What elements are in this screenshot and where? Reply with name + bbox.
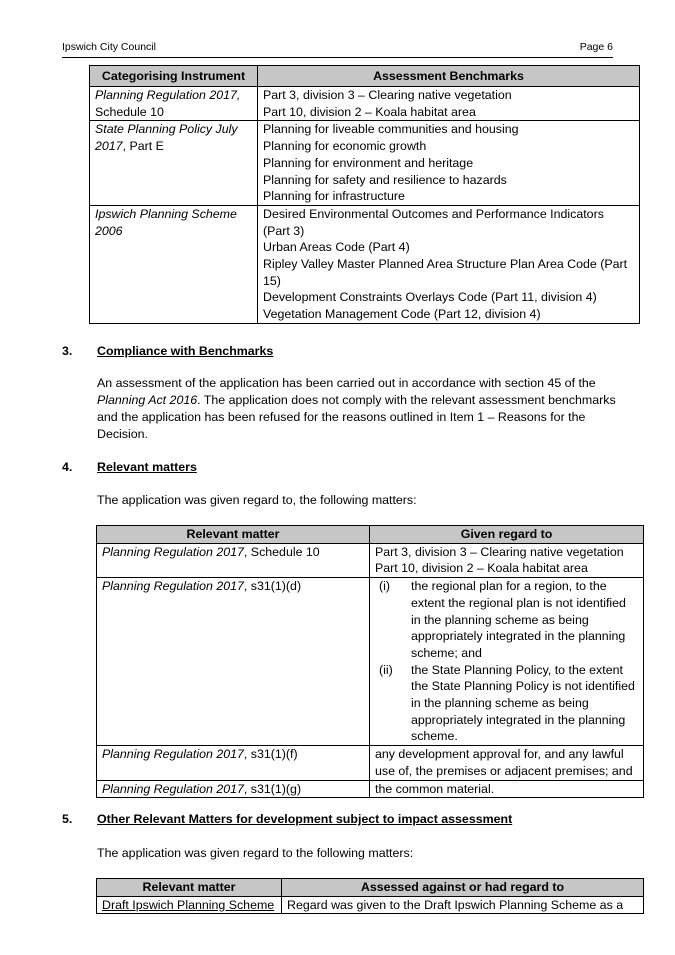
regard-text: any development approval for, and any lawful [375,747,624,762]
matter-text: Draft Ipswich Planning Scheme [102,897,275,912]
benchmark-text: Planning for liveable communities and housing [263,122,519,137]
instrument-cell [90,87,258,121]
benchmark-text: Part 3, division 3 – Clearing native vegetation [263,88,512,102]
list-item-label: (i) [379,579,391,594]
benchmark-text: (Part 3) [263,223,305,238]
regard-cell [370,746,644,780]
regard-text: Part 3, division 3 – Clearing native vegetation [375,544,624,559]
section-title: Other Relevant Matters for development subject to impact assessment [97,812,513,826]
instrument-text: State Planning Policy July [95,122,238,137]
matter-text: Planning Regulation 2017 [102,747,244,762]
matter-text: , Schedule 10 [243,544,320,559]
benchmark-text: Planning for infrastructure [263,189,405,204]
column-header: Assessed against or had regard to [282,879,644,897]
instrument-cell [90,205,258,323]
list-item-text: in the planning scheme as being [411,696,589,711]
benchmark-text: Planning for environment and heritage [263,155,474,170]
table-header-row [97,526,644,544]
section-paragraph [97,375,627,443]
benchmark-text: Ripley Valley Master Planned Area Structure Plan Area Code (Part [263,257,628,272]
list-item-text: extent the regional plan is not identified [411,595,626,610]
table-row [90,87,640,121]
matter-cell [97,543,370,577]
regard-text: the common material. [375,781,495,796]
paragraph-line: An assessment of the application has been carried out in accordance with section 45 of the [97,376,596,390]
benchmark-text: Planning for economic growth [263,139,427,154]
list-item [375,578,638,662]
matter-cell [97,746,370,780]
benchmark-text: Planning for safety and resilience to hazards [263,172,507,187]
header-org: Ipswich City Council [62,41,156,53]
matter-text: , s31(1)(f) [243,747,298,762]
benchmark-text: Urban Areas Code (Part 4) [263,240,410,255]
matter-text: Planning Regulation 2017 [102,579,244,594]
table-row [97,578,644,746]
regard-text: Regard was given to the Draft Ipswich Planning Scheme as a [287,897,624,912]
instrument-text: 2006 [95,223,123,238]
paragraph-italic: Planning Act 2016 [97,393,198,407]
list-item [375,662,638,746]
instrument-text: 2017 [95,139,123,154]
table-row [90,121,640,206]
section-title: Compliance with Benchmarks [97,344,274,358]
benchmark-text: Development Constraints Overlays Code (Part 11, division 4) [263,290,597,305]
instrument-text: Schedule 10 [95,104,164,119]
section-number: 3. [62,344,73,358]
list-item-text: appropriately integrated in the planning [411,712,626,727]
list-item-text: scheme. [411,729,458,744]
column-header: Assessment Benchmarks [258,66,640,87]
regard-cell [370,543,644,577]
benchmarks-table [89,65,640,324]
matter-cell [97,896,282,914]
relevant-matters-table [96,525,644,798]
list-item-label: (ii) [379,662,393,677]
instrument-cell [90,121,258,206]
table-row [97,543,644,577]
paragraph-line: and the application has been refused for the reasons outlined in Item 1 – Reasons for the [97,410,586,424]
paragraph-line: . The application does not comply with the relevant assessment benchmarks [197,393,616,407]
matter-cell [97,780,370,798]
list-item-text: appropriately integrated in the planning [411,629,626,644]
benchmarks-cell [258,205,640,323]
benchmarks-cell [258,121,640,206]
list-item-text: scheme; and [411,645,482,660]
list-item-text: the State Planning Policy, to the extent [411,662,623,677]
benchmark-text: Part 10, division 2 – Koala habitat area [263,104,476,119]
section-number: 5. [62,812,73,826]
matter-text: , s31(1)(g) [243,781,302,796]
matter-cell [97,578,370,746]
matter-text: Planning Regulation 2017 [102,544,244,559]
column-header: Categorising Instrument [90,66,258,87]
table-row [90,205,640,323]
column-header: Given regard to [370,526,644,544]
page-header [62,41,613,58]
regard-cell [282,896,644,914]
section-intro: The application was given regard to the following matters: [97,846,414,860]
matter-text: , s31(1)(d) [243,579,302,594]
instrument-text: Planning Regulation 2017, [95,88,241,102]
regard-cell [370,780,644,798]
table-header-row [97,879,644,897]
section-intro: The application was given regard to, the following matters: [97,493,417,507]
list-item-text: the State Planning Policy is not identified [411,679,635,694]
table-row [97,746,644,780]
column-header: Relevant matter [97,526,370,544]
table-row [97,780,644,798]
benchmark-text: Vegetation Management Code (Part 12, division 4) [263,307,541,322]
section-number: 4. [62,460,73,474]
section-title: Relevant matters [97,460,197,474]
matter-text: Planning Regulation 2017 [102,781,244,796]
regard-cell [370,578,644,746]
benchmark-text: Desired Environmental Outcomes and Performance Indicators [263,206,604,221]
paragraph-line: Decision. [97,427,148,441]
instrument-text: , Part E [122,139,164,154]
list-item-text: the regional plan for a region, to the [411,579,607,594]
column-header: Relevant matter [97,879,282,897]
table-header-row [90,66,640,87]
other-matters-table [96,878,644,914]
regard-text: use of, the premises or adjacent premises; and [375,763,633,778]
header-page-number: Page 6 [579,41,613,53]
list-item-text: in the planning scheme as being [411,612,589,627]
benchmark-text: 15) [263,273,281,288]
instrument-text: Ipswich Planning Scheme [95,206,237,221]
table-row [97,896,644,914]
benchmarks-cell [258,87,640,121]
regard-text: Part 10, division 2 – Koala habitat area [375,561,588,576]
